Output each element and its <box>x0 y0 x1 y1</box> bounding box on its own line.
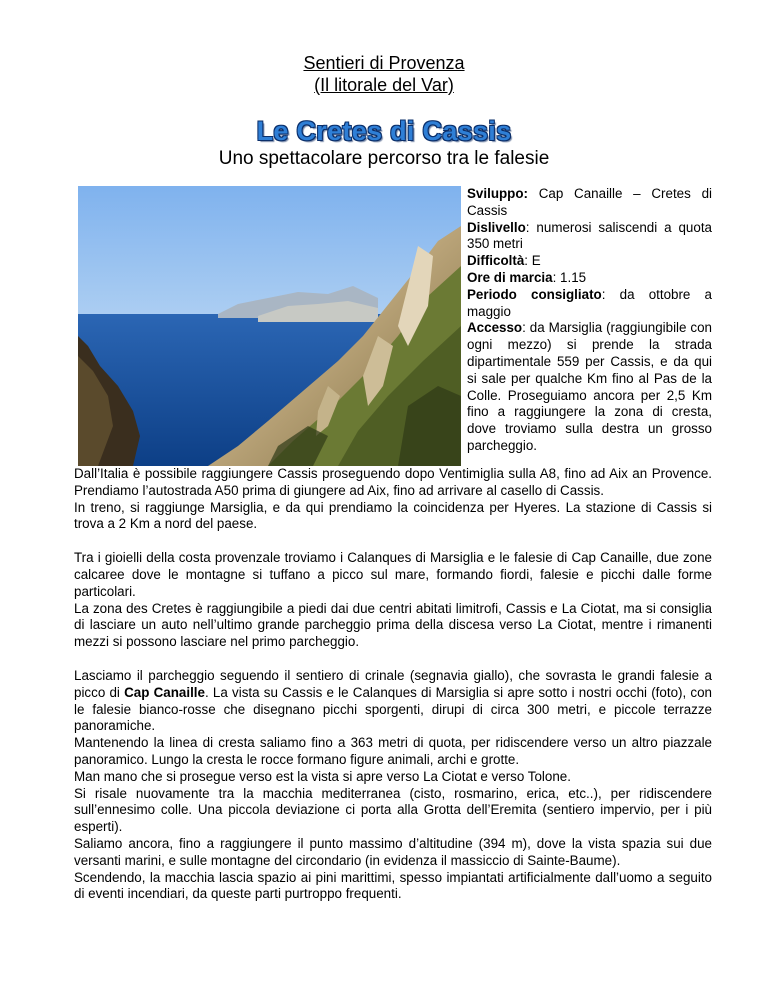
info-dislivello: Dislivello: numerosi saliscendi a quota 350 metri <box>467 219 712 252</box>
info-difficolta: Difficoltà: E <box>467 253 541 269</box>
access-text <box>74 466 712 903</box>
route-paragraph-5: Saliamo ancora, fino a raggiungere il punto massimo d’altitudine (394 m), dove la vista spazia sui due versanti marini, e sulle montagne del circondario (in evidenza il massiccio di Sainte-Baume). <box>74 835 712 868</box>
route-paragraph-6: Scendendo, la macchia lascia spazio ai pini marittimi, spesso impiantati artificialmente dall’uomo a seguito di eventi incendiari, da queste parti purtroppo frequenti. <box>74 869 712 902</box>
intro-paragraph-2: La zona des Cretes è raggiungibile a piedi dai due centri abitati limitrofi, Cassis e La Ciotat, ma si consiglia di lasciare un auto nell’ultimo grande parcheggio prima della discesa verso La Ciotat, mentre i rimanenti mezzi si possono lasciare nel primo parcheggio. <box>74 600 712 650</box>
route-paragraph-2: Mantenendo la linea di cresta saliamo fino a 363 metri di quota, per ridiscendere verso un altro piazzale panoramico. Lungo la cresta le rocce formano figure animali, archi e grotte. <box>74 735 712 767</box>
coast-photo <box>78 186 461 466</box>
access-paragraph-train: In treno, si raggiunge Marsiglia, e da qui prendiamo la coincidenza per Hyeres. La stazione di Cassis si trova a 2 Km a nord del paese. <box>74 499 712 532</box>
route-info-box <box>467 186 712 455</box>
info-accesso: Accesso: da Marsiglia (raggiungibile con ogni mezzo) si prende la strada dipartimentale 559 per Cassis, e da qui si sale per qualche Km fino al Pas de la Colle. Proseguiamo ancora per 2,5 Km fino a raggiungere la zona di cresta, dove troviamo sulla destra un grosso parcheggio. <box>467 320 712 453</box>
info-ore: Ore di marcia: 1.15 <box>467 269 587 285</box>
page-title: Le Cretes di Cassis <box>256 116 512 146</box>
header-line-2: (Il litorale del Var) <box>314 75 454 95</box>
route-paragraph-3: Man mano che si prosegue verso est la vista si apre verso La Ciotat e verso Tolone. <box>74 768 571 784</box>
page-subtitle: Uno spettacolare percorso tra le falesie <box>218 148 550 169</box>
intro-paragraph-1: Tra i gioielli della costa provenzale troviamo i Calanques di Marsiglia e le falesie di Cap Canaille, due zone calcaree dove le montagne si tuffano a picco sul mare, formando fiordi, falesie e picchi dalle forme particolari. <box>74 550 712 599</box>
info-periodo: Periodo consigliato: da ottobre a maggio <box>467 286 713 319</box>
access-paragraph-car: Dall’Italia è possibile raggiungere Cassis proseguendo dopo Ventimiglia sulla A8, fino ad Aix an Provence. Prendiamo l’autostrada A50 prima di giungere ad Aix, fino ad arrivare al casello di Cassis. <box>74 466 712 498</box>
route-paragraph-1: Lasciamo il parcheggio seguendo il sentiero di crinale (segnavia giallo), che sovrasta le grandi falesie a picco di Cap Canaille. La vista su Cassis e le Calanques di Marsiglia si apre sotto i nostri occhi (foto), con le falesie bianco-rosse che disegnano picchi sporgenti, dirupi di circa 300 metri, e piccole terrazze panoramiche. <box>74 667 713 734</box>
header-line-1: Sentieri di Provenza <box>303 53 465 73</box>
info-sviluppo: Sviluppo: Cap Canaille – Cretes di Cassis <box>467 186 712 218</box>
route-paragraph-4: Si risale nuovamente tra la macchia mediterranea (cisto, rosmarino, erica, etc..), per ridiscendere sull’ennesimo colle. Una piccola deviazione ci porta alla Grotta dell’Eremita (sentiero impervio, per i più esperti). <box>74 785 712 835</box>
